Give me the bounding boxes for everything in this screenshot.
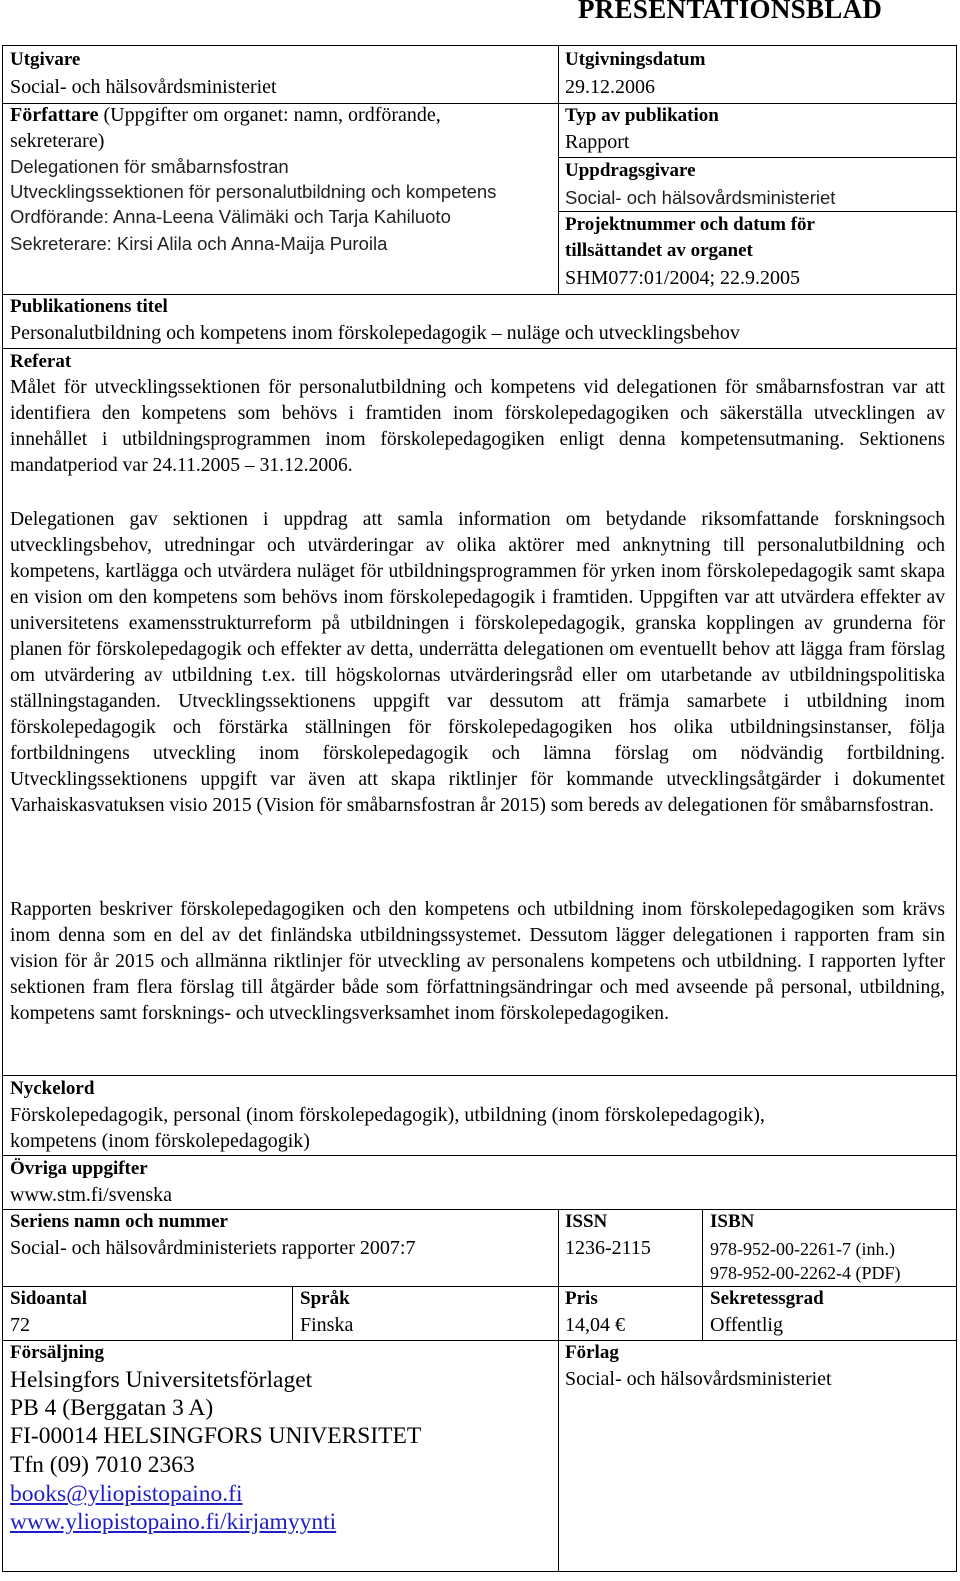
divider: [702, 1209, 703, 1340]
projekt-label-2: tillsättandet av organet: [565, 240, 753, 261]
pris-value: 14,04 €: [565, 1314, 625, 1336]
utgivare-label: Utgivare: [10, 49, 81, 70]
uppdragsgivare-value: Social- och hälsovårdsministeriet: [565, 187, 836, 208]
ovriga-value: www.stm.fi/svenska: [10, 1184, 173, 1206]
sidoantal-value: 72: [10, 1314, 30, 1336]
issn-value: 1236-2115: [565, 1237, 651, 1259]
isbn-value: 978-952-00-2261-7 (inh.): [710, 1239, 895, 1259]
divider: [558, 45, 559, 294]
nyckelord-value: Förskolepedagogik, personal (inom förskolepedagogik), utbildning (inom förskolepedagogik),: [10, 1104, 765, 1126]
utgivningsdatum-value: 29.12.2006: [565, 76, 655, 98]
uppdragsgivare-label: Uppdragsgivare: [565, 160, 696, 181]
typ-label: Typ av publikation: [565, 105, 719, 126]
forfattare-line: Ordförande: Anna-Leena Välimäki och Tarja Kahiluoto: [10, 206, 451, 227]
referat-label: Referat: [10, 351, 72, 372]
sekretessgrad-label: Sekretessgrad: [710, 1288, 824, 1309]
divider: [2, 348, 957, 349]
issn-label: ISSN: [565, 1211, 608, 1232]
ovriga-label: Övriga uppgifter: [10, 1158, 148, 1179]
utgivningsdatum-label: Utgivningsdatum: [565, 49, 706, 70]
sidoantal-label: Sidoantal: [10, 1288, 88, 1309]
projekt-label: Projektnummer och datum för: [565, 214, 815, 235]
forsaljning-line: Tfn (09) 7010 2363: [10, 1452, 195, 1478]
referat-paragraph: Rapporten beskriver förskolepedagogiken och den kompetens och utbildning inom förskolepedagogiken som krävs inom denna som en del av det finländska utbildningssystemet. Dessutom lägger delegationen i rapporten fram sin vision för år 2015 och allmänna riktlinjer för utveckling av personalens kompetens och utbildning. I rapporten lyfter sektionen fram flera förslag till åtgärder både som författningsändringar och med avseende på personal, utbildning, kompetens samt forsknings- och utvecklingsverksamhet inom förskolepedagogiken.: [10, 899, 945, 1024]
website-link[interactable]: www.yliopistopaino.fi/kirjamyynti: [10, 1509, 337, 1535]
forfattare-note: (Uppgifter om organet: namn, ordförande,: [98, 104, 441, 126]
publikationens-titel-value: Personalutbildning och kompetens inom förskolepedagogik – nuläge och utvecklingsbehov: [10, 322, 740, 344]
typ-value: Rapport: [565, 131, 630, 153]
sekretessgrad-value: Offentlig: [710, 1314, 783, 1336]
forsaljning-label: Försäljning: [10, 1342, 104, 1363]
forfattare-line: Sekreterare: Kirsi Alila och Anna-Maija Puroila: [10, 233, 388, 254]
isbn-label: ISBN: [710, 1211, 755, 1232]
forsaljning-line: Helsingfors Universitetsförlaget: [10, 1367, 313, 1393]
divider: [2, 1075, 957, 1076]
divider: [292, 1286, 293, 1340]
utgivare-value: Social- och hälsovårdsministeriet: [10, 76, 277, 98]
nyckelord-value-2: kompetens (inom förskolepedagogik): [10, 1130, 310, 1152]
forlag-label: Förlag: [565, 1342, 619, 1363]
referat-paragraph: Målet för utvecklingssektionen för personalutbildning och kompetens vid delegationen för småbarnsfostran var att identifiera den kompetens som behövs i framtiden inom förskolepedagogiken och säkerställa utvecklingen av innehållet i utbildningsprogrammen inom förskolepedagogiken enligt denna kompetensutmaning. Sektionens mandatperiod var 24.11.2005 – 31.12.2006.: [10, 377, 945, 476]
publikationens-titel-label: Publikationens titel: [10, 296, 168, 317]
serie-label: Seriens namn och nummer: [10, 1211, 228, 1232]
nyckelord-label: Nyckelord: [10, 1078, 95, 1099]
sprak-value: Finska: [300, 1314, 354, 1336]
forfattare-line: Utvecklingssektionen för personalutbildning och kompetens: [10, 181, 497, 202]
serie-value: Social- och hälsovårdministeriets rapporter 2007:7: [10, 1237, 416, 1259]
forfattare-heading: [10, 102, 441, 128]
forsaljning-line: PB 4 (Berggatan 3 A): [10, 1395, 214, 1421]
divider: [558, 1209, 559, 1572]
forlag-value: Social- och hälsovårdsministeriet: [565, 1368, 832, 1390]
referat-paragraph: Delegationen gav sektionen i uppdrag att samla information om betydande riksomfattande forskningsoch utvecklingsbehov, utredningar och utvärderingar av olika aktörer med anknytning till personalutbildning och kompetens, kartlägga och utvärdera nuläget för utbildningsprogrammen för yrken inom förskolepedagogik samt skapa en vision om den kompetens som behövs inom förskolepedagogik i framtiden. Uppgiften var att utvärdera effekter av universitetens examensstrukturreform på utbildningen i förskolepedagogik, granska kopplingen av grunderna för planen för förskolepedagogik och effekter av detta, underrätta delegationen om eventuellt behov att lägga fram förslag om utvärdering av utbildning t.ex. till högskolornas utvärderingsråd eller om utarbetande av utbildningspolitiska ställningstaganden. Utvecklingssektionens uppgift var dessutom att främja samarbete i utbildning inom förskolepedagogik och förstärka ställningen för förskolepedagogiken hos olika utbildningsinstanser, följa fortbildningens utveckling inom förskolepedagogik och lämna förslag om nödvändig fortbildning. Utvecklingssektionens uppgift var även att skapa riktlinjer för kommande utvecklingsåtgärder i dokumentet Varhaiskasvatuksen visio 2015 (Vision för småbarnsfostran år 2015) som bereds av delegationen för småbarnsfostran.: [10, 509, 945, 816]
isbn-value-2: 978-952-00-2262-4 (PDF): [710, 1263, 901, 1283]
projekt-value: SHM077:01/2004; 22.9.2005: [565, 267, 801, 289]
pris-label: Pris: [565, 1288, 598, 1309]
forfattare-line: Delegationen för småbarnsfostran: [10, 156, 289, 177]
forfattare-note-2: sekreterare): [10, 130, 105, 152]
forsaljning-line: FI-00014 HELSINGFORS UNIVERSITET: [10, 1423, 422, 1449]
email-link[interactable]: books@yliopistopaino.fi: [10, 1481, 243, 1507]
page-title: PRESENTATIONSBLAD: [578, 0, 883, 24]
sprak-label: Språk: [300, 1288, 350, 1309]
forfattare-label: Författare: [10, 104, 99, 126]
divider: [2, 1340, 957, 1341]
